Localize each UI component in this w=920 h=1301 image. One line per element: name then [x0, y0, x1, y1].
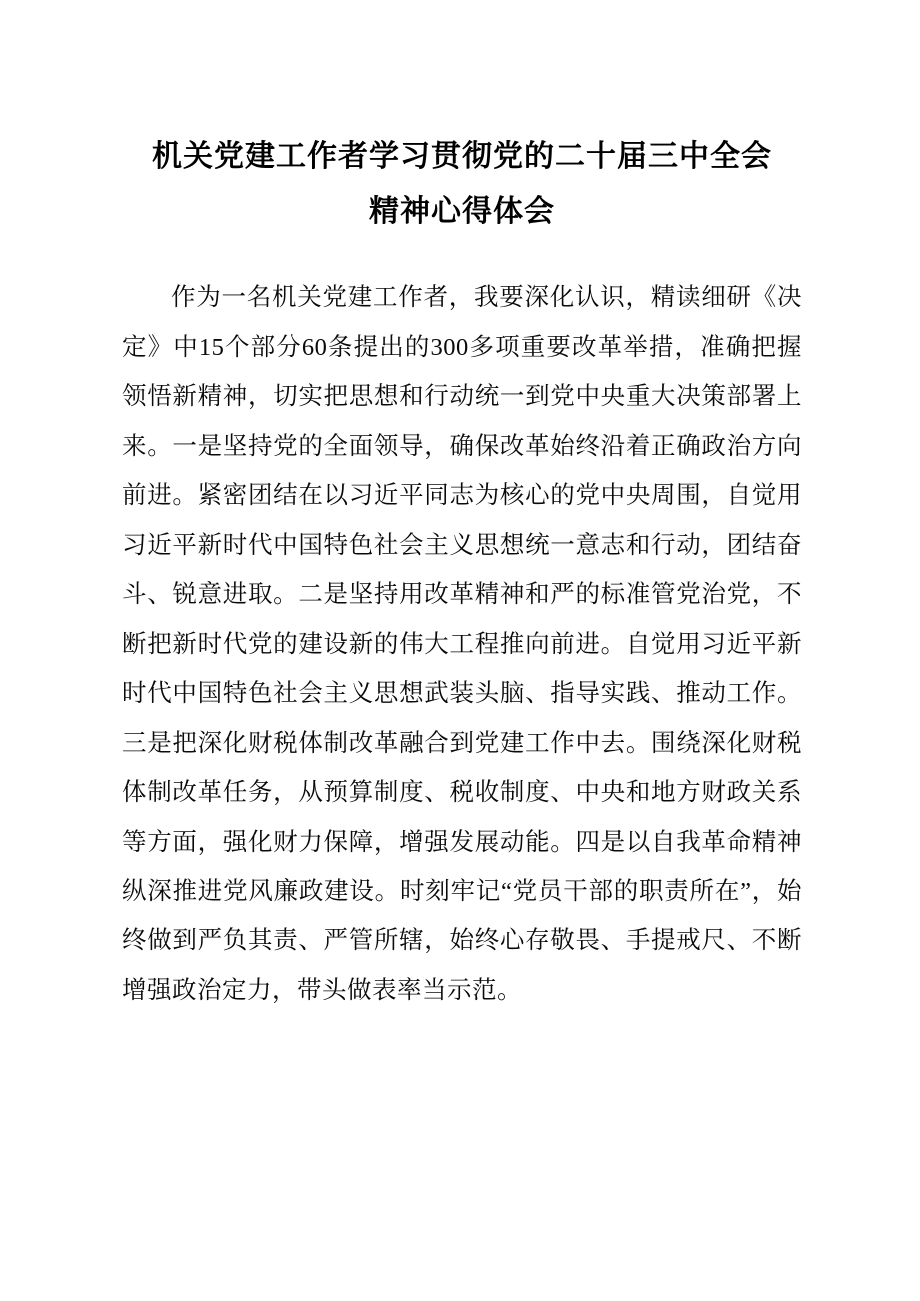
body-paragraph: 作为一名机关党建工作者，我要深化认识，精读细研《决定》中15个部分60条提出的300多项重要改革举措，准确把握领悟新精神，切实把思想和行动统一到党中央重大决策部署上来。一是坚持党的全面领导，确保改革始终沿着正确政治方向前进。紧密团结在以习近平同志为核心的党中央周围，自觉用习近平新时代中国特色社会主义思想统一意志和行动，团结奋斗、锐意进取。二是坚持用改革精神和严的标准管党治党，不断把新时代党的建设新的伟大工程推向前进。自觉用习近平新时代中国特色社会主义思想武装头脑、指导实践、推动工作。三是把深化财税体制改革融合到党建工作中去。围绕深化财税体制改革任务，从预算制度、税收制度、中央和地方财政关系等方面，强化财力保障，增强发展动能。四是以自我革命精神纵深推进党风廉政建设。时刻牢记“党员干部的职责所在”，始终做到严负其责、严管所辖，始终心存敬畏、手提戒尺、不断增强政治定力，带头做表率当示范。 — [122, 284, 802, 1004]
title-line-1: 机关党建工作者学习贯彻党的二十届三中全会 — [152, 139, 772, 174]
document-title — [122, 130, 802, 239]
title-line-2: 精神心得体会 — [369, 193, 555, 229]
document-body — [122, 273, 802, 1015]
